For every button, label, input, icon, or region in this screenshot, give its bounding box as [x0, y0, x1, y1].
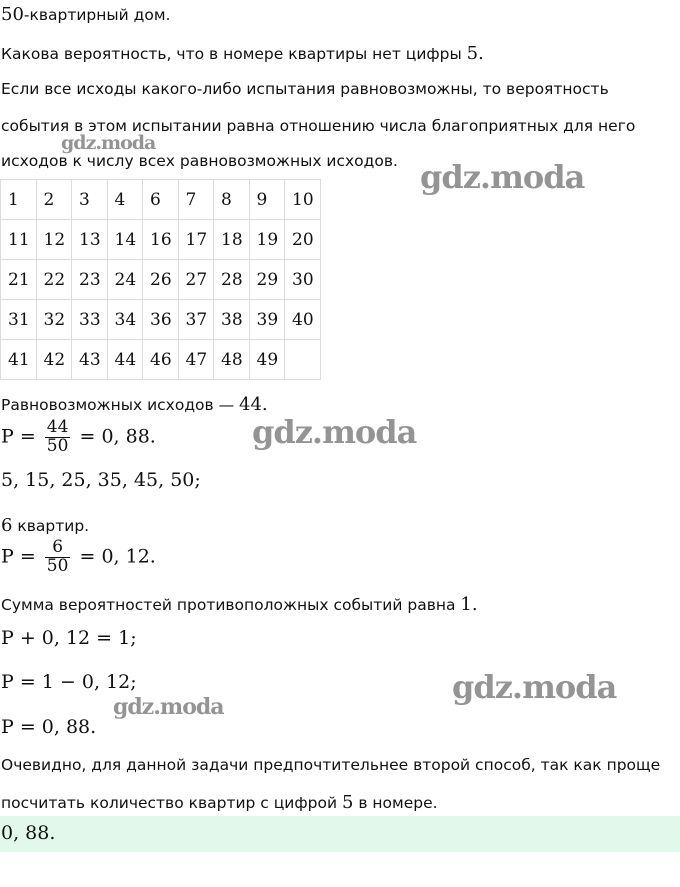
table-row — [1, 180, 321, 220]
table-cell: 41 — [1, 340, 37, 380]
rule-line-2: события в этом испытании равна отношению числа благоприятных для него — [1, 117, 636, 135]
table-cell: 23 — [72, 260, 108, 300]
p1-numerator: 44 — [46, 417, 69, 437]
sum-number: 1. — [460, 594, 478, 615]
table-cell: 27 — [178, 260, 214, 300]
p2-numerator: 6 — [52, 537, 64, 557]
watermark-small-2: gdz.moda — [113, 694, 224, 720]
table-cell: 3 — [72, 180, 108, 220]
table-cell: 21 — [1, 260, 37, 300]
table-cell: 16 — [143, 220, 179, 260]
table-cell: 1 — [1, 180, 37, 220]
conclusion-line-1: Очевидно, для данной задачи предпочтительнее второй способ, так как проще — [1, 756, 661, 774]
table-cell: 29 — [249, 260, 285, 300]
question-line — [1, 43, 484, 64]
p2-denominator: 50 — [46, 555, 69, 576]
table-cell: 31 — [1, 300, 37, 340]
p2-lhs: P = — [1, 545, 36, 568]
problem-title — [1, 4, 170, 25]
table-cell: 33 — [72, 300, 108, 340]
p2-fraction — [45, 539, 71, 576]
table-cell: 7 — [178, 180, 214, 220]
table-cell: 43 — [72, 340, 108, 380]
apartments-text: квартир. — [12, 517, 90, 535]
table-cell: 30 — [285, 260, 321, 300]
apartments-num: 6 — [1, 515, 13, 536]
conclusion-digit: 5 — [341, 792, 354, 813]
problem-title-text: -квартирный дом. — [23, 6, 171, 24]
p1-fraction — [45, 419, 71, 456]
table-cell: 11 — [1, 220, 37, 260]
table-cell: 9 — [249, 180, 285, 220]
watermark-3: gdz.moda — [452, 668, 617, 706]
table-cell: 12 — [36, 220, 72, 260]
watermark-small-1: gdz.moda — [61, 132, 156, 154]
table-cell: 4 — [107, 180, 143, 220]
table-cell: 18 — [214, 220, 250, 260]
table-cell: 6 — [143, 180, 179, 220]
table-cell: 8 — [214, 180, 250, 220]
answer-box — [0, 816, 680, 852]
outcomes-line — [1, 394, 268, 415]
numbers-with-five: 5, 15, 25, 35, 45, 50; — [1, 469, 201, 491]
table-cell: 2 — [36, 180, 72, 220]
table-cell: 19 — [249, 220, 285, 260]
p1-lhs: P = — [1, 425, 36, 448]
table-row — [1, 220, 321, 260]
table-cell: 34 — [107, 300, 143, 340]
table-cell: 13 — [72, 220, 108, 260]
table-cell: 37 — [178, 300, 214, 340]
table-cell: 17 — [178, 220, 214, 260]
table-cell: 14 — [107, 220, 143, 260]
sum-text: Сумма вероятностей противоположных событий равна — [1, 596, 461, 614]
table-cell: 47 — [178, 340, 214, 380]
rule-line-1: Если все исходы какого-либо испытания равновозможны, то вероятность — [1, 80, 609, 98]
table-cell: 24 — [107, 260, 143, 300]
table-cell: 36 — [143, 300, 179, 340]
table-cell: 44 — [107, 340, 143, 380]
table-row — [1, 340, 321, 380]
apartments-table — [0, 179, 321, 380]
question-text: Какова вероятность, что в номере квартиры нет цифры — [1, 45, 467, 63]
table-cell: 28 — [214, 260, 250, 300]
table-row — [1, 300, 321, 340]
probability-formula-1 — [1, 419, 156, 456]
p1-denominator: 50 — [46, 435, 69, 456]
probability-formula-2 — [1, 539, 156, 576]
equation-1: P + 0, 12 = 1; — [1, 627, 137, 649]
table-cell: 42 — [36, 340, 72, 380]
question-digit: 5. — [466, 43, 484, 64]
table-cell — [285, 340, 321, 380]
table-cell: 38 — [214, 300, 250, 340]
table-cell: 46 — [143, 340, 179, 380]
table-cell: 26 — [143, 260, 179, 300]
table-cell: 10 — [285, 180, 321, 220]
table-cell: 48 — [214, 340, 250, 380]
table-cell: 20 — [285, 220, 321, 260]
rule-line-3: исходов к числу всех равновозможных исходов. — [1, 152, 398, 170]
outcomes-label: Равновозможных исходов — — [1, 396, 240, 414]
answer-value: 0, 88. — [1, 822, 56, 844]
p1-rhs: = 0, 88. — [79, 425, 156, 448]
equation-2: P = 1 − 0, 12; — [1, 671, 137, 693]
outcomes-count: 44. — [239, 394, 268, 415]
table-row — [1, 260, 321, 300]
table-cell: 40 — [285, 300, 321, 340]
watermark-2: gdz.moda — [252, 413, 417, 451]
apartments-line — [1, 515, 89, 536]
conclusion-text-end: в номере. — [353, 794, 438, 812]
table-cell: 22 — [36, 260, 72, 300]
sum-line — [1, 594, 478, 615]
watermark-1: gdz.moda — [420, 158, 585, 196]
conclusion-text: посчитать количество квартир с цифрой — [1, 794, 342, 812]
table-cell: 32 — [36, 300, 72, 340]
apartment-count: 50 — [1, 4, 24, 25]
conclusion-line-2 — [1, 792, 438, 813]
equation-3: P = 0, 88. — [1, 716, 97, 738]
table-cell: 49 — [249, 340, 285, 380]
table-cell: 39 — [249, 300, 285, 340]
p2-rhs: = 0, 12. — [79, 545, 156, 568]
